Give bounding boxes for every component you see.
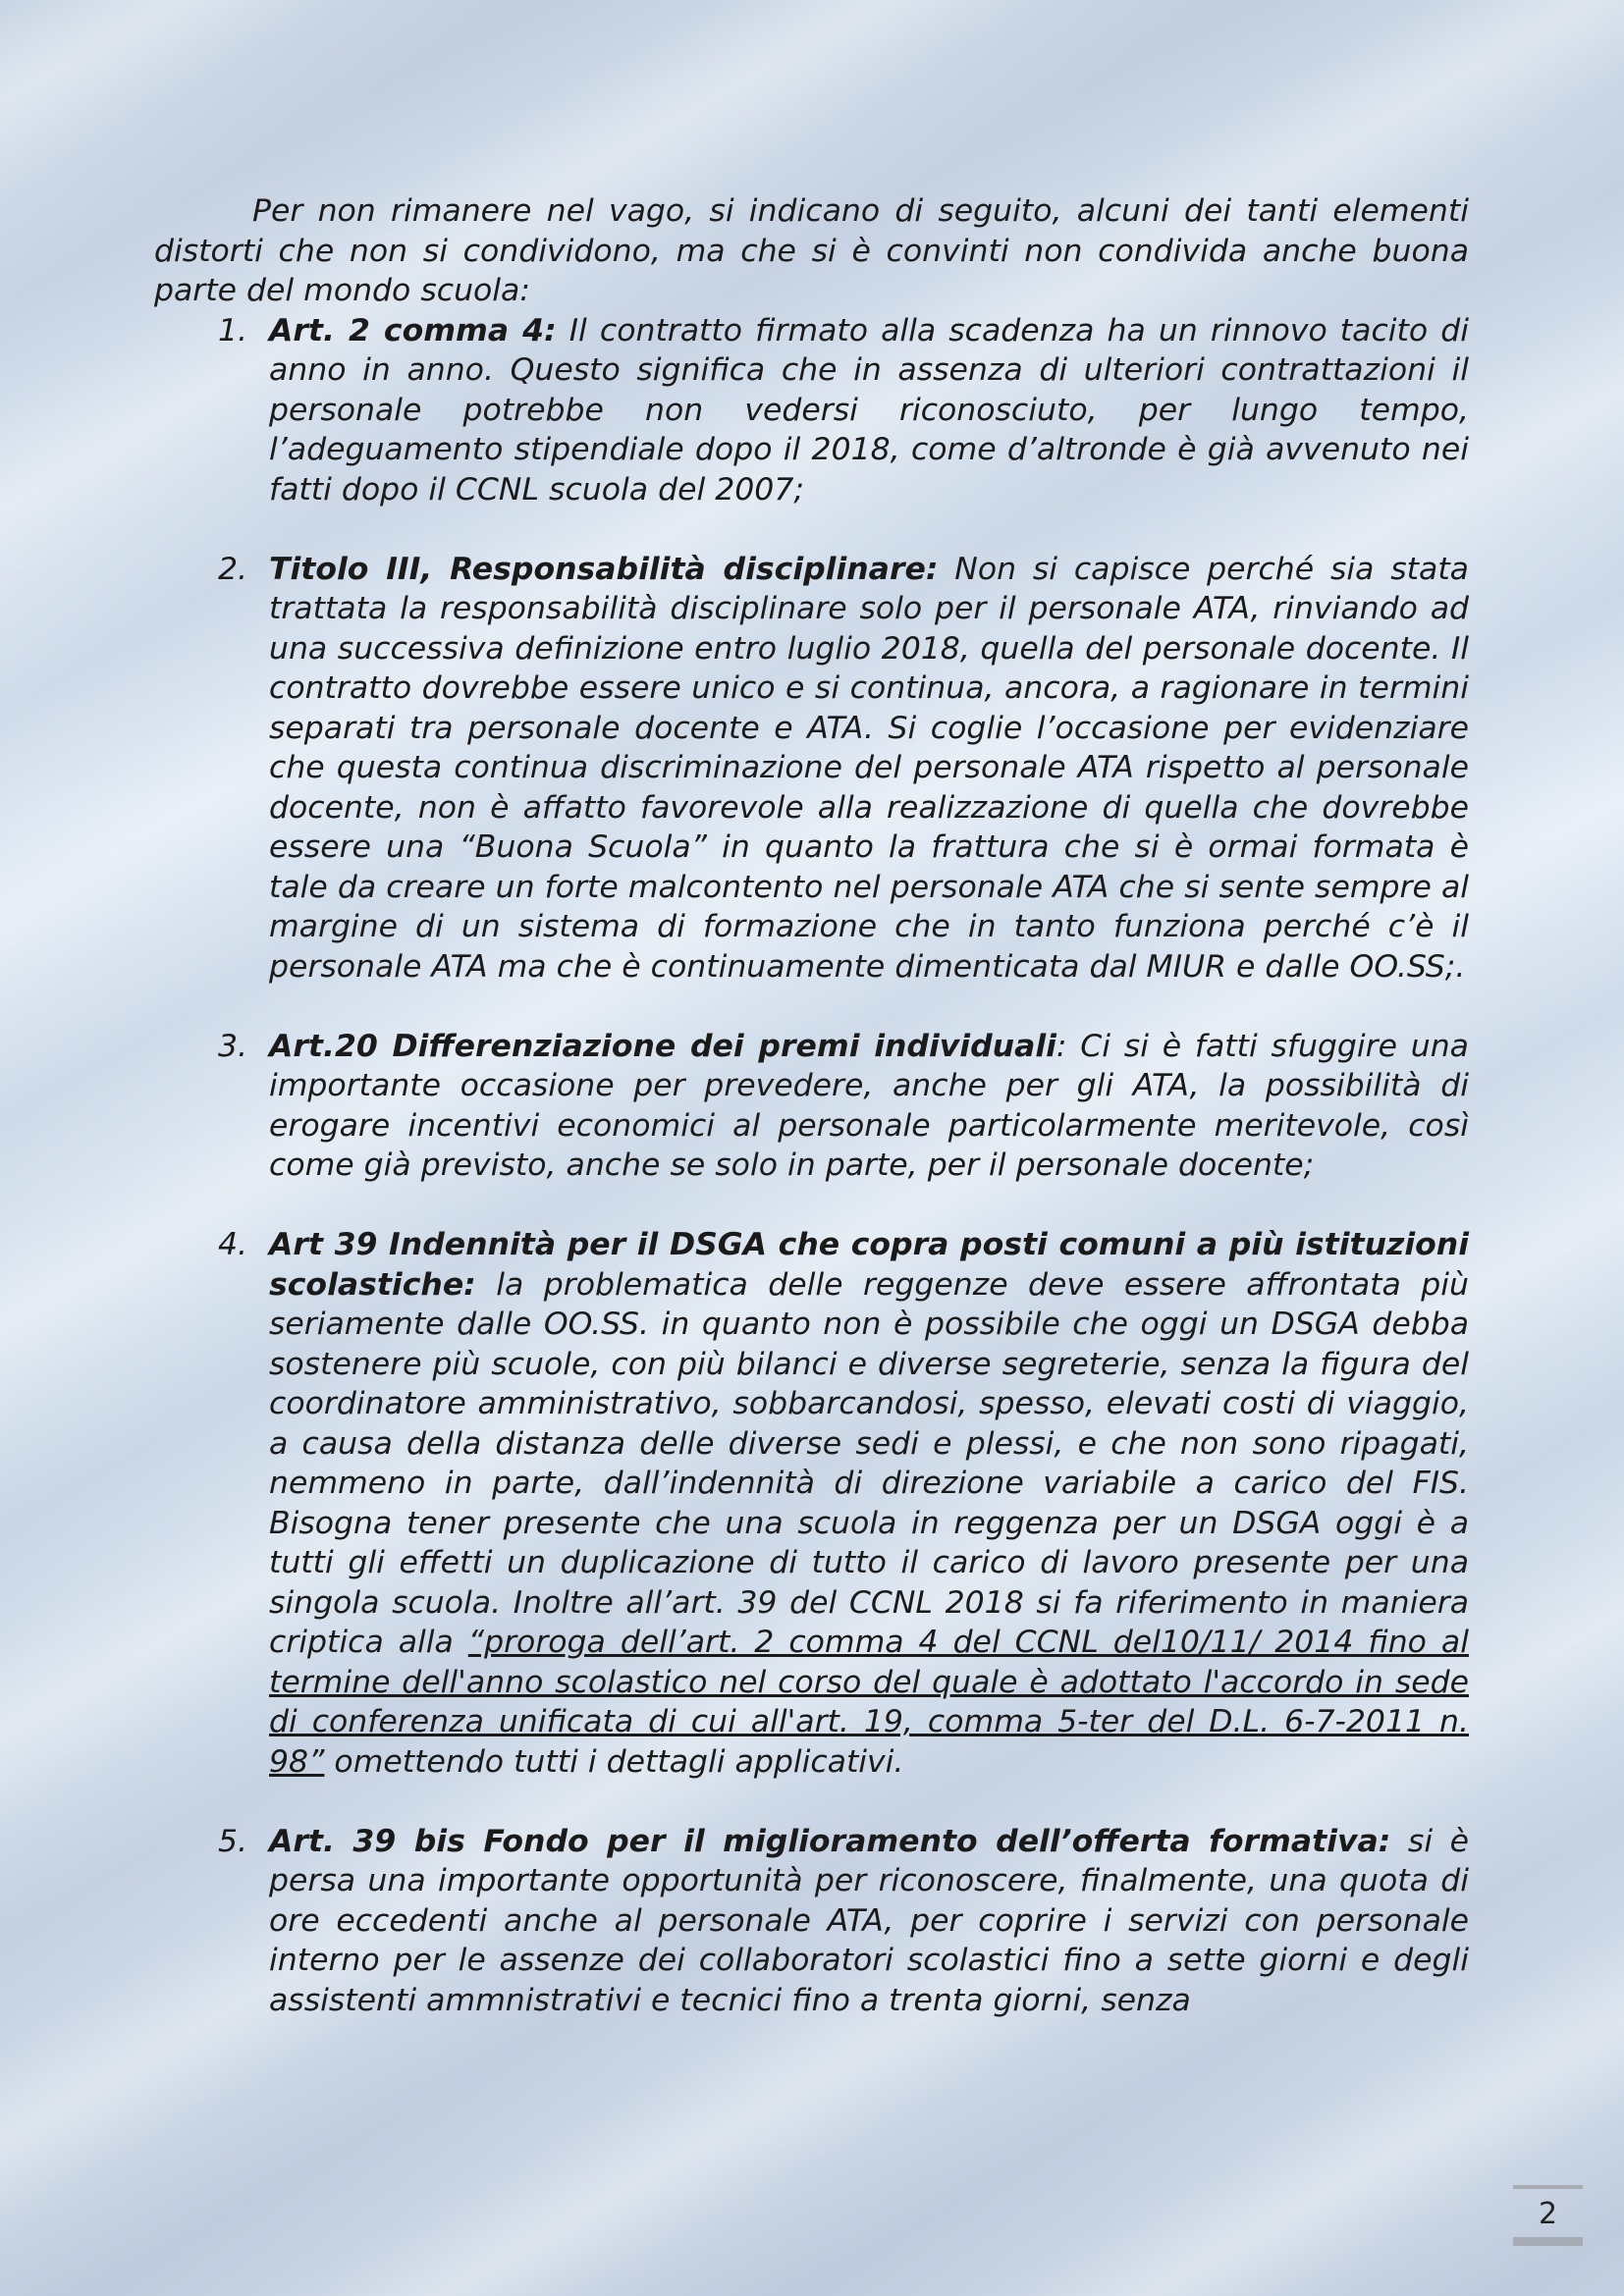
item-heading: Art. 2 comma 4:: [269, 312, 557, 348]
page-number-bottom-rule: [1513, 2237, 1583, 2246]
intro-paragraph: Per non rimanere nel vago, si indicano di seguito, alcuni dei tanti elementi distorti che non si condividono, ma che si è convinti non condivida anche buona parte del mondo scuola:: [154, 193, 1469, 308]
item-heading: Art.20 Differenziazione dei premi individuali: [269, 1028, 1056, 1064]
list-item: [218, 550, 1469, 988]
item-text: : Ci si è fatti sfuggire una importante occasione per prevedere, anche per gli ATA, la possibilità di erogare incentivi economici al personale particolarmente meritevole, così come già previsto, anche se solo in parte, per il personale docente;: [269, 1028, 1469, 1183]
item-text: Non si capisce perché sia stata trattata la responsabilità disciplinare solo per il personale ATA, rinviando ad una successiva definizione entro luglio 2018, quella del personale docente. Il contratto dovrebbe essere unico e si continua, ancora, a ragionare in termini separati tra personale docente e ATA. Si coglie l’occasione per evidenziare che questa continua discriminazione del personale ATA rispetto al personale docente, non è affatto favorevole alla realizzazione di quella che dovrebbe essere una “Buona Scuola” in quanto la frattura che si è ormai formata è tale da creare un forte malcontento nel personale ATA che si sente sempre al margine di un sistema di formazione che in tanto funziona perché c’è il personale ATA ma che è continuamente dimenticata dal MIUR e dalle OO.SS;.: [269, 551, 1469, 985]
page-number-top-rule: [1513, 2185, 1583, 2189]
page-number: 2: [1538, 2197, 1558, 2231]
list-item: [218, 1027, 1469, 1186]
item-heading: Titolo III, Responsabilità disciplinare:: [269, 551, 939, 587]
item-number: 2.: [218, 551, 248, 587]
item-heading: Art. 39 bis Fondo per il miglioramento dell’offerta formativa:: [269, 1823, 1391, 1859]
item-heading: Art 39 Indennità per il DSGA che copra posti comuni a più istituzioni scolastiche:: [269, 1227, 1469, 1303]
item-text: la problematica delle reggenze deve essere affrontata più seriamente dalle OO.SS. in quanto non è possibile che oggi un DSGA debba sostenere più scuole, con più bilanci e diverse segreterie, senza la figura del coordinatore amministrativo, sobbarcandosi, spesso, elevati costi di viaggio, a causa della distanza delle diverse sedi e plessi, e che non sono ripagati, nemmeno in parte, dall’indennità di direzione variabile a carico del FIS. Bisogna tener presente che una scuola in reggenza per un DSGA oggi è a tutti gli effetti un duplicazione di tutto il carico di lavoro presente per una singola scuola. Inoltre all’art. 39 del CCNL 2018 si fa riferimento in maniera criptica alla: [269, 1266, 1469, 1660]
item-number: 4.: [218, 1227, 248, 1262]
page-number-box: [1513, 2185, 1583, 2246]
item-text: si è persa una importante opportunità per riconoscere, finalmente, una quota di ore eccedenti anche al personale ATA, per coprire i servizi con personale interno per le assenze dei collaboratori scolastici fino a sette giorni e degli assistenti ammnistrativi e tecnici fino a trenta giorni, senza: [269, 1823, 1469, 2018]
item-number: 1.: [218, 312, 248, 348]
item-number: 5.: [218, 1823, 248, 1859]
list-item: [218, 1225, 1469, 1782]
item-text-after: omettendo tutti i dettagli applicativi.: [324, 1743, 904, 1780]
item-text: Il contratto firmato alla scadenza ha un rinnovo tacito di anno in anno. Questo significa che in assenza di ulteriori contrattazioni il personale potrebbe non vedersi riconosciuto, per lungo tempo, l’adeguamento stipendiale dopo il 2018, come d’altronde è già avvenuto nei fatti dopo il CCNL scuola del 2007;: [269, 312, 1469, 507]
item-number: 3.: [218, 1028, 248, 1064]
quoted-reference: “proroga dell’art. 2 comma 4 del CCNL del10/11/ 2014 fino al termine dell'anno scolastico nel corso del quale è adottato l'accordo in sede di conferenza unificata di cui all'art. 19, comma 5-ter del D.L. 6-7-2011 n. 98”: [269, 1625, 1469, 1780]
list-item: [218, 311, 1469, 510]
numbered-list: [154, 311, 1469, 2021]
list-item: [218, 1822, 1469, 2021]
document-body: [154, 191, 1469, 2060]
